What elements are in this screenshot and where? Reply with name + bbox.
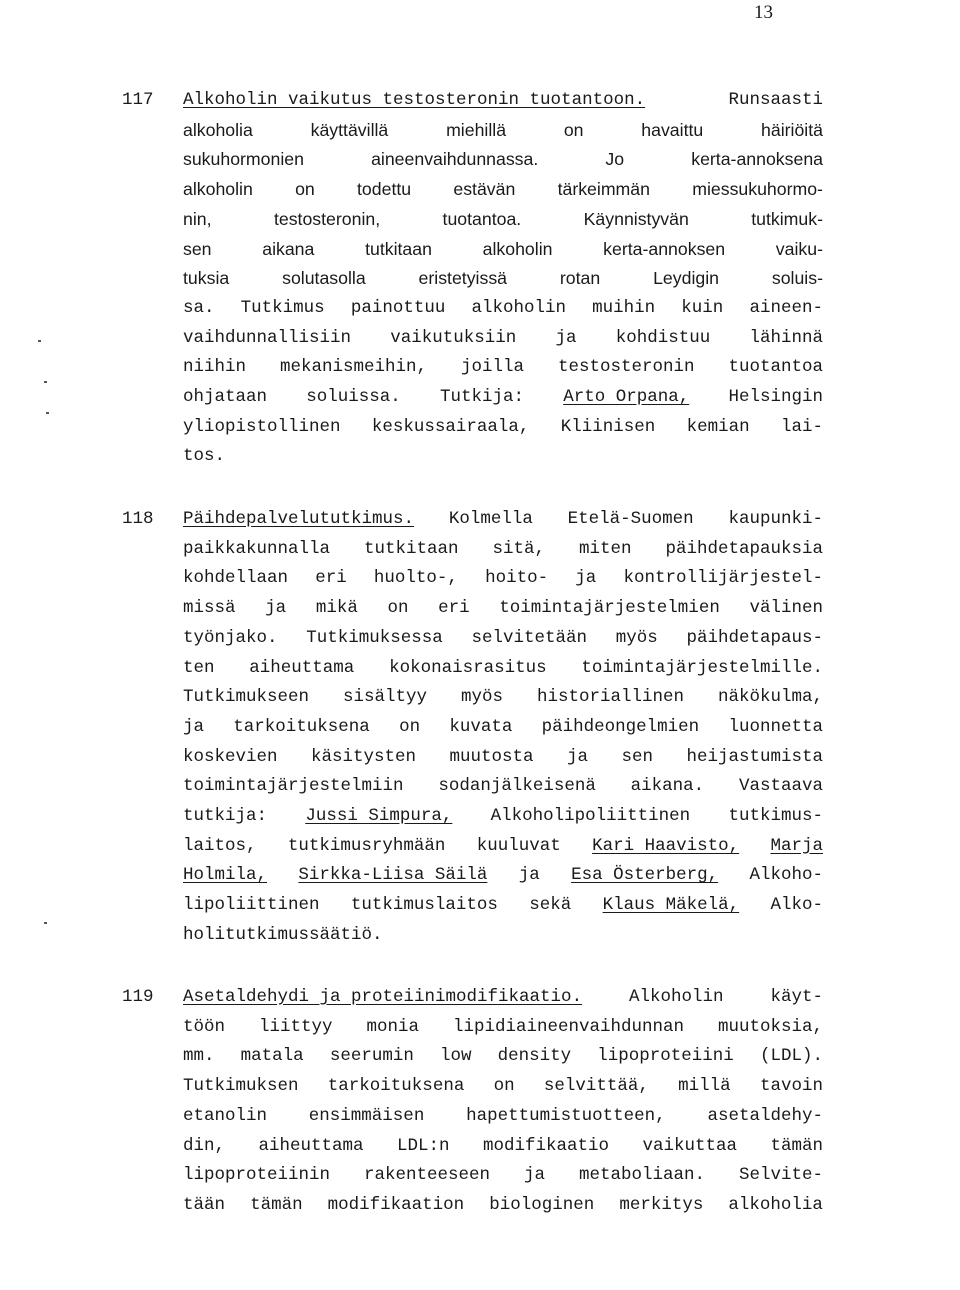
scan-speck (44, 381, 47, 383)
word: rotan (559, 268, 601, 289)
word: soluis- (771, 268, 823, 289)
text-line (183, 1132, 823, 1162)
word: eri (315, 568, 347, 589)
word: ensimmäisen (308, 1105, 425, 1126)
word: missä (183, 598, 236, 619)
text-line (183, 683, 823, 713)
word: vaikutuksiin (390, 327, 517, 348)
word: matala (240, 1046, 304, 1067)
word: Tutkija: (439, 387, 524, 407)
word: sa. (183, 297, 215, 318)
word: tuotantoa. (442, 208, 522, 229)
entry-number: 119 (122, 987, 154, 1007)
word: alkoholia (728, 1194, 823, 1215)
word: millä (678, 1076, 731, 1097)
text-line (183, 235, 823, 265)
word: miessukuhormo- (692, 179, 823, 200)
word: ten (183, 657, 215, 678)
word: laitos, (183, 835, 257, 856)
person-name: Esa Österberg, (571, 865, 719, 886)
page-number: 13 (754, 2, 773, 23)
text-line (183, 413, 823, 443)
word: aikana (262, 238, 315, 259)
word: liittyy (258, 1016, 333, 1037)
word: tarkoituksena (327, 1076, 465, 1097)
word: kuvata (449, 716, 513, 737)
scan-speck (44, 922, 47, 924)
scan-speck (38, 340, 41, 342)
text-line (183, 624, 823, 654)
word: on (399, 716, 421, 737)
word: koskevien (183, 746, 278, 767)
entry-number: 117 (122, 90, 154, 110)
word: LDL:n (396, 1135, 450, 1156)
word: selvitetään (471, 627, 588, 648)
word: Selvite- (738, 1165, 823, 1186)
word: havaittu (641, 119, 704, 140)
text-line (183, 891, 823, 921)
word: niihin (183, 357, 247, 378)
word: sitä, (492, 538, 545, 559)
word: tutkitaan (364, 538, 459, 559)
text-line (183, 654, 823, 684)
word: sodanjälkeisenä (438, 776, 596, 797)
word: alkoholin (183, 179, 253, 200)
word: holitutkimussäätiö. (183, 924, 383, 945)
word: tos. (183, 446, 226, 467)
text-line (183, 802, 823, 832)
word: Runsaasti (728, 90, 823, 110)
person-name: Kari Haavisto, (592, 835, 740, 856)
word: kemian (686, 416, 750, 437)
word: on (387, 598, 409, 619)
word: töön (183, 1016, 226, 1037)
word: Helsingin (728, 387, 823, 407)
text-line (183, 264, 823, 294)
person-name: Jussi Simpura, (305, 806, 453, 826)
word: ja (518, 865, 540, 886)
word: kuuluvat (476, 835, 561, 856)
word: hoito- (485, 568, 549, 589)
word: mm. (183, 1046, 215, 1067)
word: vaihdunnallisiin (183, 327, 352, 348)
word: tään (183, 1194, 226, 1215)
word: alkoholin (482, 238, 553, 259)
person-name: Holmila, (183, 865, 268, 886)
text-line (183, 713, 823, 743)
word: alkoholin (471, 297, 566, 318)
text-line (183, 505, 823, 535)
text-line (183, 921, 383, 951)
word: on (295, 179, 315, 200)
word: lipoproteiini (597, 1046, 734, 1067)
text-line (183, 743, 823, 773)
word: käyttävillä (310, 119, 389, 140)
word: muutosta (449, 746, 534, 767)
word: biologinen (489, 1194, 595, 1215)
word: asetaldehy- (707, 1105, 823, 1126)
word: metaboliaan. (578, 1165, 706, 1186)
text-line (183, 1072, 823, 1102)
word: häiriöitä (761, 119, 823, 140)
word: Tutkimuksessa (306, 627, 443, 648)
word: vaiku- (775, 238, 823, 259)
word: alkoholia (183, 119, 253, 140)
word: kontrollijärjestel- (623, 568, 823, 589)
text-line (183, 353, 823, 383)
text-line (183, 175, 823, 205)
word: soluissa. (306, 387, 401, 407)
word: ohjataan (183, 387, 268, 407)
word: tavoin (759, 1076, 823, 1097)
word: todettu (357, 179, 412, 200)
word: myös (615, 627, 658, 648)
word: on (493, 1076, 515, 1097)
text-line (183, 594, 823, 624)
word: lähinnä (749, 327, 823, 348)
person-name: Marja (770, 835, 823, 856)
word: paikkakunnalla (183, 538, 331, 559)
word: aiheuttama (258, 1135, 364, 1156)
word: käyt- (770, 987, 823, 1007)
text-line (183, 772, 823, 802)
word: toimintajärjestelmiin (183, 776, 404, 797)
word: miehillä (446, 119, 507, 140)
word: Tutkimus (240, 297, 325, 318)
word: myös (460, 687, 503, 708)
text-line (183, 1191, 823, 1221)
word: päihdeongelmien (541, 716, 700, 737)
text-line (183, 861, 823, 891)
word: joilla (460, 357, 524, 378)
text-line (183, 535, 823, 565)
word: Alkoholin (629, 987, 724, 1007)
word: Tutkimukseen (183, 687, 310, 708)
text-line (183, 383, 823, 413)
text-line (183, 1042, 823, 1072)
word: sukuhormonien (183, 149, 304, 170)
word: Kolmella (448, 509, 533, 529)
word: sen (183, 238, 212, 259)
text-line (183, 294, 823, 324)
word: tutkimuslaitos (350, 895, 498, 916)
word: Tutkimuksen (183, 1076, 299, 1097)
scan-speck (46, 412, 49, 414)
word: modifikaatio (482, 1135, 609, 1156)
word: mikä (315, 598, 358, 619)
word: keskussairaala, (371, 416, 530, 437)
word: din, (183, 1135, 226, 1156)
entry-title: Asetaldehydi ja proteiinimodifikaatio. (183, 987, 583, 1007)
word: selvittää, (543, 1076, 649, 1097)
word: tärkeimmän (557, 179, 650, 200)
word: muutoksia, (717, 1016, 823, 1037)
word: solutasolla (282, 268, 366, 289)
word: tuotantoa (728, 357, 823, 378)
word: sekä (529, 895, 572, 916)
word: Vastaava (738, 776, 823, 797)
word: lai- (780, 416, 823, 437)
word: ja (183, 716, 205, 737)
word: aiheuttama (249, 657, 355, 678)
word: kohdistuu (615, 327, 711, 348)
word: työnjako. (183, 627, 278, 648)
word: muihin (592, 297, 656, 318)
person-name: Arto Orpana, (563, 387, 690, 407)
word: kokonaisrasitus (389, 657, 547, 678)
word: tutkimus- (728, 806, 823, 826)
word: mekanismeihin, (279, 357, 428, 378)
word: monia (366, 1016, 419, 1037)
person-name: Klaus Mäkelä, (602, 895, 740, 916)
word: tarkoituksena (233, 716, 370, 737)
entry-title: Päihdepalvelututkimus. (183, 509, 415, 529)
word: välinen (749, 598, 823, 619)
word: Kliinisen (560, 416, 656, 437)
word: Jo (605, 149, 625, 170)
word: Alko- (770, 895, 823, 916)
word: tämän (770, 1135, 823, 1156)
word: kaupunki- (728, 509, 823, 529)
word: sisältyy (343, 687, 428, 708)
entry-title: Alkoholin vaikutus testosteronin tuotantoon. (183, 90, 646, 110)
word: tutkimusryhmään (287, 835, 446, 856)
word: aineen- (749, 297, 823, 318)
word: ja (575, 568, 597, 589)
word: tutkija: (183, 806, 268, 826)
word: etanolin (183, 1105, 268, 1126)
word: kerta-annoksena (691, 149, 823, 170)
text-line (183, 1102, 823, 1132)
word: kohdellaan (183, 568, 289, 589)
word: Käynnistyvän (583, 208, 689, 229)
text-line (183, 564, 823, 594)
word: hapettumistuotteen, (466, 1105, 666, 1126)
person-name: Sirkka-Liisa Säilä (298, 865, 488, 886)
word: lipoproteiinin (183, 1165, 331, 1186)
word: lipoliittinen (183, 895, 320, 916)
word: miten (578, 538, 632, 559)
word: testosteronin (557, 357, 695, 378)
word: estävän (453, 179, 516, 200)
word: ja (555, 327, 577, 348)
word: vaikuttaa (642, 1135, 737, 1156)
word: merkitys (619, 1194, 704, 1215)
word: näkökulma, (717, 687, 823, 708)
text-line (183, 86, 823, 116)
word: toimintajärjestelmille. (581, 657, 823, 678)
word: aikana. (630, 776, 705, 797)
word: aineenvaihdunnassa. (371, 149, 539, 170)
word: painottuu (350, 297, 446, 318)
word: ja (566, 746, 588, 767)
text-line (183, 205, 823, 235)
word: eristetyissä (418, 268, 508, 289)
word: Etelä-Suomen (567, 509, 694, 529)
word: sen (621, 746, 653, 767)
text-line (183, 1161, 823, 1191)
word: rakenteeseen (364, 1165, 491, 1186)
word: tuksia (183, 268, 230, 289)
word: kuin (681, 297, 724, 318)
text-line (183, 442, 225, 472)
text-line (183, 1013, 823, 1043)
word: lipidiaineenvaihdunnan (452, 1016, 684, 1037)
word: päihdetapauksia (665, 538, 823, 559)
word: huolto-, (373, 568, 458, 589)
word: nin, (183, 208, 212, 229)
entry-number: 118 (122, 509, 154, 529)
word: tämän (250, 1194, 303, 1215)
word: kerta-annoksen (603, 238, 726, 259)
word: modifikaation (327, 1194, 465, 1215)
word: testosteronin, (273, 208, 381, 229)
word: ja (265, 598, 287, 619)
word: heijastumista (686, 746, 823, 767)
text-line (183, 832, 823, 862)
word: seerumin (329, 1046, 414, 1067)
word: tutkitaan (365, 238, 432, 259)
text-line (183, 116, 823, 146)
word: ja (524, 1165, 546, 1186)
word: luonnetta (728, 716, 823, 737)
word: yliopistollinen (183, 416, 341, 437)
text-line (183, 145, 823, 175)
word: Alkoholipoliittinen (490, 806, 691, 826)
word: eri (438, 598, 470, 619)
word: (LDL). (759, 1046, 823, 1067)
word: on (563, 119, 584, 140)
word: toimintajärjestelmien (499, 598, 720, 619)
text-line (183, 983, 823, 1013)
word: tutkimuk- (751, 208, 823, 229)
word: päihdetapaus- (686, 627, 823, 648)
word: käsitysten (310, 746, 417, 767)
word: Alkoho- (749, 865, 823, 886)
word: density (497, 1046, 572, 1067)
word: low (439, 1046, 472, 1067)
word: historiallinen (536, 687, 684, 708)
word: Leydigin (653, 268, 719, 289)
text-line (183, 324, 823, 354)
